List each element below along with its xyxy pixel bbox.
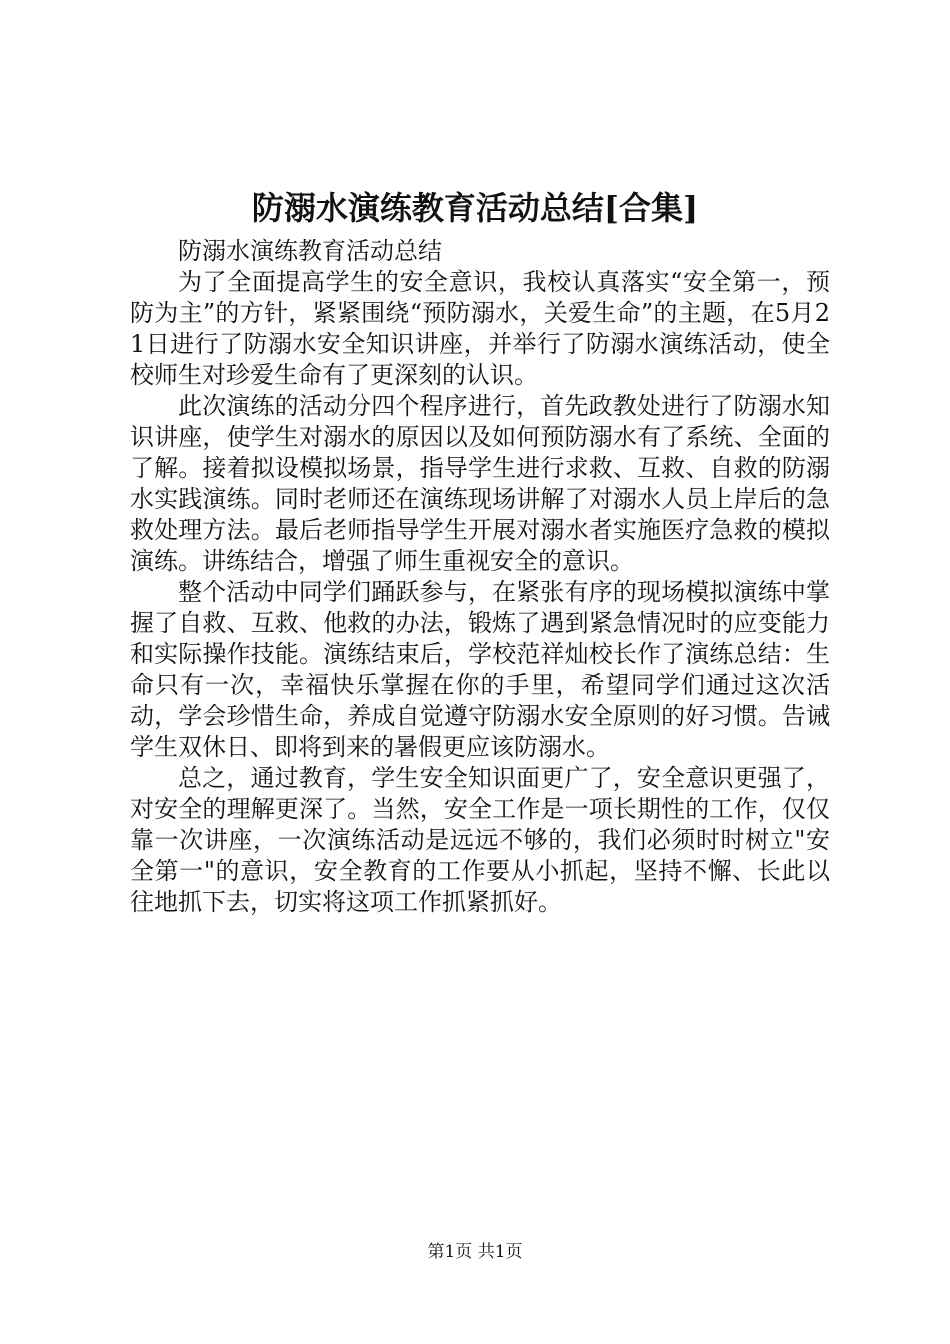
paragraph-4: 总之，通过教育，学生安全知识面更广了，安全意识更强了，对安全的理解更深了。当然，安全工作是一项长期性的工作，仅仅靠一次讲座，一次演练活动是远远不够的，我们必须时时树立"安全第一"的意识，安全教育的工作要从小抓起，坚持不懈、长此以往地抓下去，切实将这项工作抓紧抓好。 bbox=[130, 764, 830, 916]
paragraph-1: 为了全面提高学生的安全意识，我校认真落实“安全第一，预防为主”的方针，紧紧围绕“预防溺水，关爱生命”的主题，在5月21日进行了防溺水安全知识讲座，并举行了防溺水演练活动，使全校师生对珍爱生命有了更深刻的认识。 bbox=[130, 268, 830, 389]
page-title: 防溺水演练教育活动总结[合集] bbox=[251, 189, 699, 227]
paragraph-2: 此次演练的活动分四个程序进行，首先政教处进行了防溺水知识讲座，使学生对溺水的原因以及如何预防溺水有了系统、全面的了解。接着拟设模拟场景，指导学生进行求救、互救、自救的防溺水实践演练。同时老师还在演练现场讲解了对溺水人员上岸后的急救处理方法。最后老师指导学生开展对溺水者实施医疗急救的模拟演练。讲练结合，增强了师生重视安全的意识。 bbox=[130, 392, 830, 575]
paragraph-3: 整个活动中同学们踊跃参与，在紧张有序的现场模拟演练中掌握了自救、互救、他救的办法，锻炼了遇到紧急情况时的应变能力和实际操作技能。演练结束后，学校范祥灿校长作了演练总结：生命只有一次，幸福快乐掌握在你的手里，希望同学们通过这次活动，学会珍惜生命，养成自觉遵守防溺水安全原则的好习惯。告诫学生双休日、即将到来的暑假更应该防溺水。 bbox=[130, 578, 830, 761]
document-subtitle: 防溺水演练教育活动总结 bbox=[178, 237, 442, 265]
document-body bbox=[130, 236, 830, 918]
page-footer: 第1页 共1页 bbox=[427, 1242, 523, 1262]
